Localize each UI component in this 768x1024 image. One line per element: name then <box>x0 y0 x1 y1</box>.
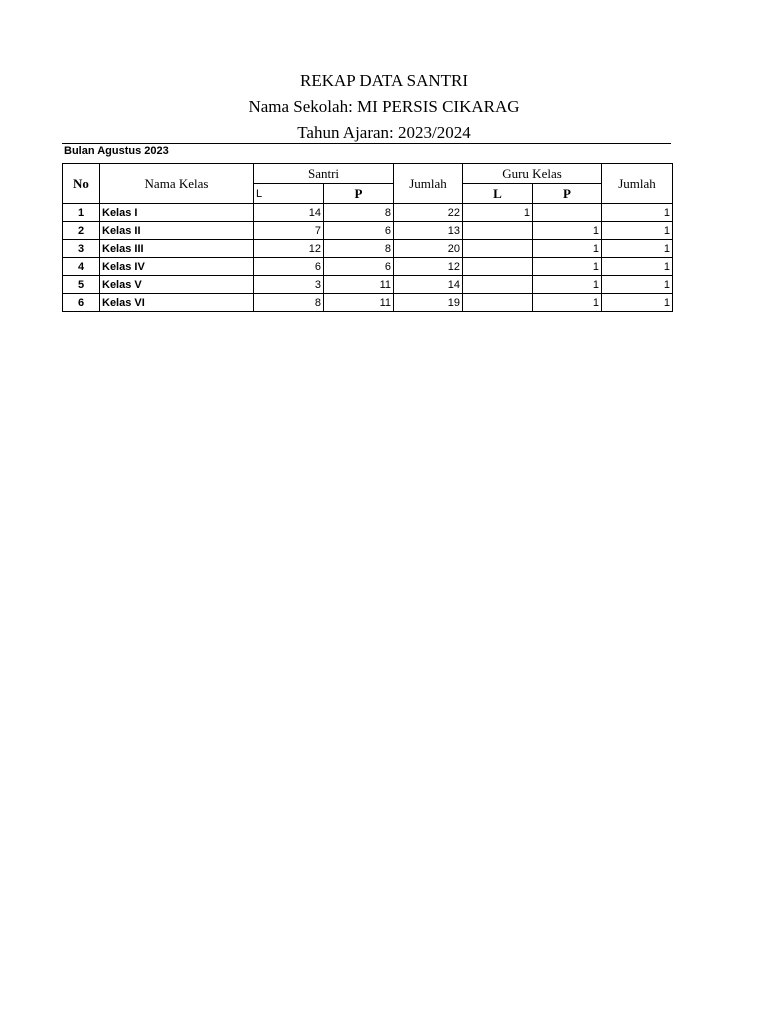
cell-santri-l: 3 <box>254 276 324 294</box>
cell-jumlah-guru: 1 <box>602 276 673 294</box>
cell-santri-l: 7 <box>254 222 324 240</box>
header-santri-p: P <box>324 184 394 204</box>
header-guru-l: L <box>463 184 533 204</box>
cell-guru-p: 1 <box>533 240 602 258</box>
table-row <box>63 204 673 222</box>
cell-kelas: Kelas III <box>100 240 254 258</box>
title-divider <box>62 143 671 144</box>
cell-guru-p: 1 <box>533 258 602 276</box>
cell-jumlah-guru: 1 <box>602 204 673 222</box>
cell-no: 3 <box>63 240 100 258</box>
cell-guru-l <box>463 276 533 294</box>
cell-jumlah: 14 <box>394 276 463 294</box>
cell-kelas: Kelas I <box>100 204 254 222</box>
table-row <box>63 294 673 312</box>
cell-santri-p: 6 <box>324 258 394 276</box>
header-no: No <box>63 164 100 204</box>
cell-guru-p: 1 <box>533 222 602 240</box>
cell-kelas: Kelas V <box>100 276 254 294</box>
header-guru-kelas: Guru Kelas <box>463 164 602 184</box>
cell-jumlah: 12 <box>394 258 463 276</box>
header-santri-l: L <box>254 184 324 204</box>
header-jumlah-santri: Jumlah <box>394 164 463 204</box>
cell-guru-p <box>533 204 602 222</box>
cell-santri-l: 8 <box>254 294 324 312</box>
cell-jumlah-guru: 1 <box>602 222 673 240</box>
cell-guru-l <box>463 240 533 258</box>
header-guru-p: P <box>533 184 602 204</box>
cell-guru-l: 1 <box>463 204 533 222</box>
document-title-block <box>0 68 768 146</box>
cell-santri-p: 8 <box>324 240 394 258</box>
document-title: REKAP DATA SANTRI <box>299 71 469 90</box>
table-row <box>63 258 673 276</box>
cell-no: 4 <box>63 258 100 276</box>
header-jumlah-guru: Jumlah <box>602 164 673 204</box>
header-nama-kelas: Nama Kelas <box>100 164 254 204</box>
cell-kelas: Kelas II <box>100 222 254 240</box>
cell-no: 1 <box>63 204 100 222</box>
cell-jumlah: 13 <box>394 222 463 240</box>
cell-kelas: Kelas VI <box>100 294 254 312</box>
cell-guru-p: 1 <box>533 294 602 312</box>
cell-guru-l <box>463 258 533 276</box>
cell-jumlah-guru: 1 <box>602 258 673 276</box>
cell-santri-l: 12 <box>254 240 324 258</box>
table-row <box>63 276 673 294</box>
cell-no: 5 <box>63 276 100 294</box>
cell-guru-p: 1 <box>533 276 602 294</box>
cell-jumlah: 22 <box>394 204 463 222</box>
cell-santri-p: 11 <box>324 294 394 312</box>
cell-santri-p: 11 <box>324 276 394 294</box>
cell-no: 2 <box>63 222 100 240</box>
cell-jumlah: 19 <box>394 294 463 312</box>
academic-year: Tahun Ajaran: 2023/2024 <box>297 123 471 142</box>
table-row <box>63 222 673 240</box>
cell-guru-l <box>463 222 533 240</box>
cell-kelas: Kelas IV <box>100 258 254 276</box>
cell-no: 6 <box>63 294 100 312</box>
cell-jumlah-guru: 1 <box>602 294 673 312</box>
cell-santri-p: 6 <box>324 222 394 240</box>
cell-santri-l: 14 <box>254 204 324 222</box>
header-santri: Santri <box>254 164 394 184</box>
month-label: Bulan Agustus 2023 <box>64 145 169 157</box>
school-name: Nama Sekolah: MI PERSIS CIKARAG <box>248 97 520 116</box>
cell-jumlah: 20 <box>394 240 463 258</box>
cell-jumlah-guru: 1 <box>602 240 673 258</box>
cell-santri-p: 8 <box>324 204 394 222</box>
table-row <box>63 240 673 258</box>
rekap-table <box>62 163 673 312</box>
cell-santri-l: 6 <box>254 258 324 276</box>
cell-guru-l <box>463 294 533 312</box>
